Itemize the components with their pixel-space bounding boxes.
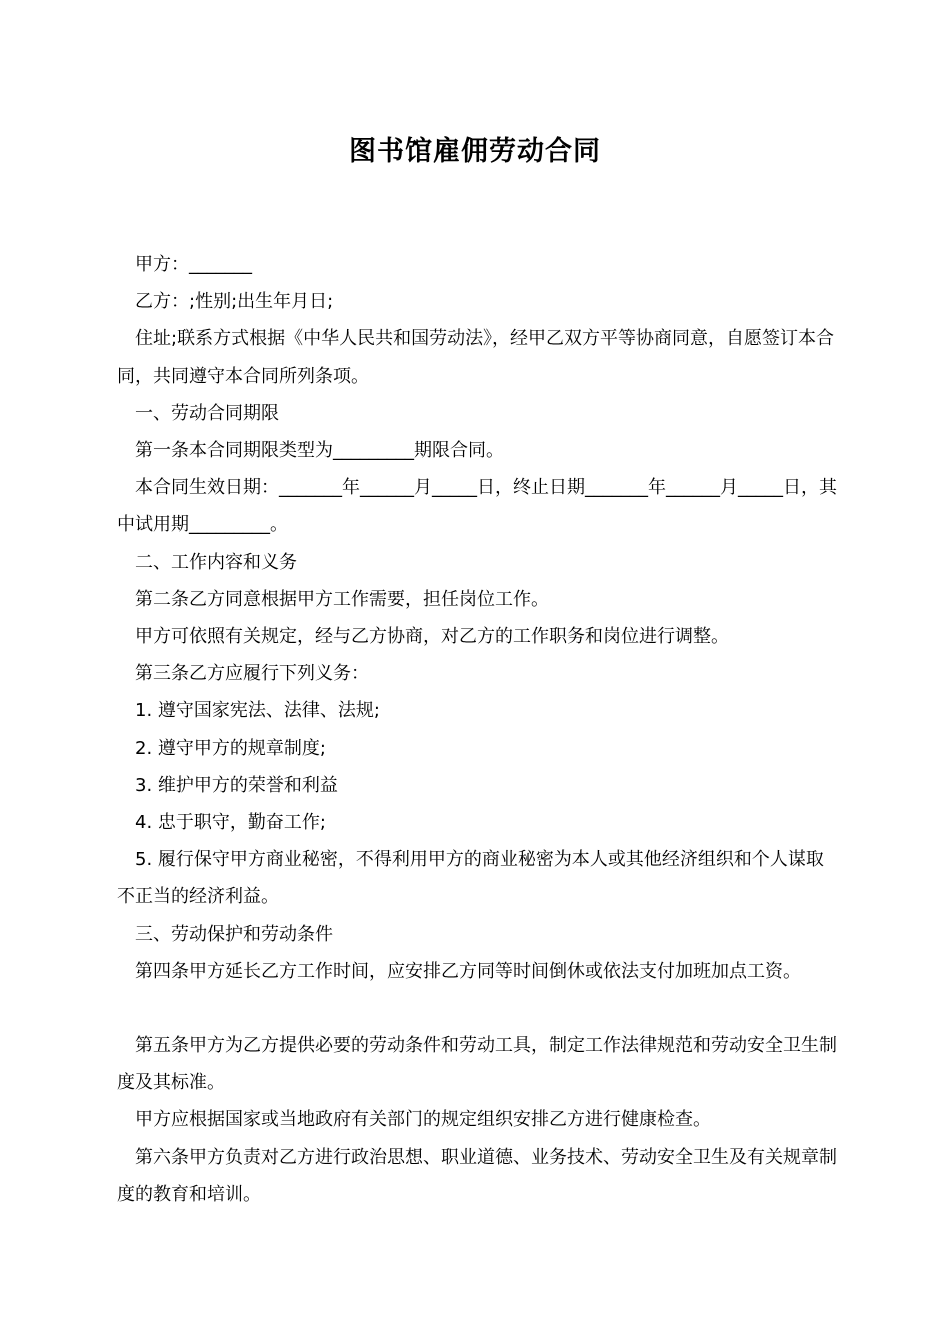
article-4: 第四条甲方延长乙方工作时间，应安排乙方同等时间倒休或依法支付加班加点工资。	[135, 960, 801, 982]
article-2: 第二条乙方同意根据甲方工作需要，担任岗位工作。	[135, 588, 549, 610]
health-check-paragraph: 甲方应根据国家或当地政府有关部门的规定组织安排乙方进行健康检查。	[135, 1109, 711, 1131]
party-a-line: 甲方：_______	[135, 254, 252, 275]
address-intro-paragraph: 住址;联系方式根据《中华人民共和国劳动法》，经甲乙双方平等协商同意，自愿签订本合同，共同遵守本合同所列条项。	[117, 328, 835, 387]
article-3: 第三条乙方应履行下列义务：	[135, 663, 369, 685]
blank-line	[117, 990, 839, 1027]
document-body	[117, 246, 839, 1213]
duty-item-2: 2. 遵守甲方的规章制度;	[135, 737, 326, 759]
party-b-line: 乙方：;性别;出生年月日;	[135, 291, 334, 313]
effective-date-paragraph: 本合同生效日期：_______年______月_____日，终止日期_______年______月_____日，其中试用期_________。	[117, 477, 837, 536]
section-heading-duties: 二、工作内容和义务	[135, 551, 297, 573]
duty-item-4: 4. 忠于职守，勤奋工作;	[135, 812, 326, 834]
article-5: 第五条甲方为乙方提供必要的劳动条件和劳动工具，制定工作法律规范和劳动安全卫生制度及其标准。	[117, 1035, 837, 1094]
page-title: 图书馆雇佣劳动合同	[349, 136, 601, 167]
duty-item-3: 3. 维护甲方的荣誉和利益	[135, 774, 338, 796]
duty-item-5: 5. 履行保守甲方商业秘密，不得利用甲方的商业秘密为本人或其他经济组织和个人谋取不正当的经济利益。	[117, 849, 824, 908]
article-6: 第六条甲方负责对乙方进行政治思想、职业道德、业务技术、劳动安全卫生及有关规章制度的教育和培训。	[117, 1146, 837, 1205]
job-adjustment-paragraph: 甲方可依照有关规定，经与乙方协商，对乙方的工作职务和岗位进行调整。	[135, 626, 729, 648]
article-1: 第一条本合同期限类型为_________期限合同。	[135, 440, 504, 462]
duty-item-1: 1. 遵守国家宪法、法律、法规;	[135, 700, 380, 722]
section-heading-protection: 三、劳动保护和劳动条件	[135, 923, 333, 945]
section-heading-term: 一、劳动合同期限	[135, 402, 279, 424]
